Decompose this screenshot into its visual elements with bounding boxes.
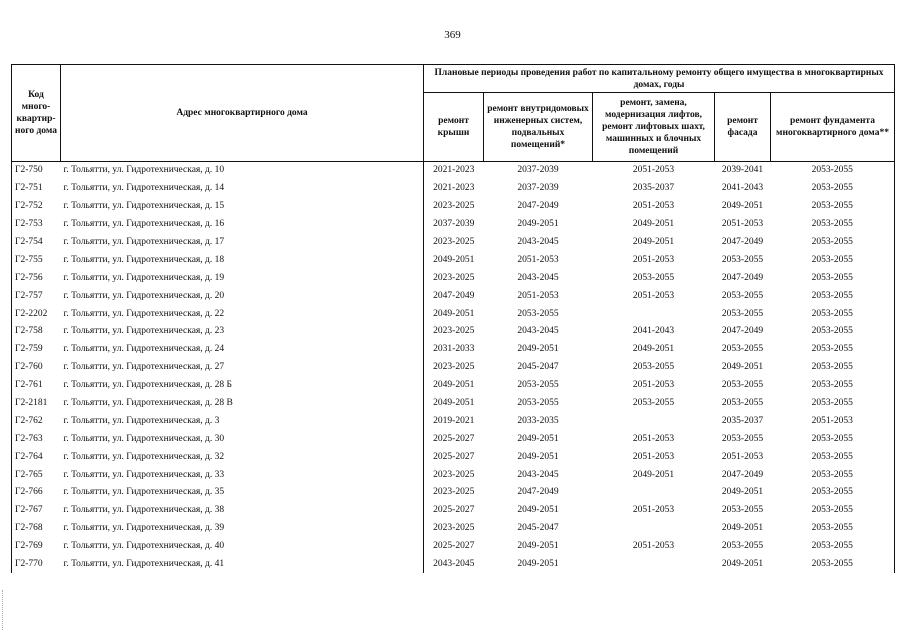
cell-facade: 2053-2055 (721, 380, 764, 391)
cell-address: г. Тольятти, ул. Гидротехническая, д. 10 (61, 162, 424, 180)
cell-facade: 2049-2051 (721, 523, 764, 534)
cell-elevators: 2051-2053 (632, 380, 675, 391)
cell-facade: 2051-2053 (721, 219, 764, 230)
cell-code: Г2-756 (12, 269, 61, 287)
cell-roof: 2049-2051 (424, 305, 484, 323)
cell-code: Г2-762 (12, 412, 61, 430)
cell-elevators: 2051-2053 (632, 451, 675, 462)
table-row (12, 216, 895, 234)
cell-foundation: 2053-2055 (771, 484, 895, 502)
margin-mark (2, 590, 9, 630)
cell-code: Г2-768 (12, 520, 61, 538)
cell-elevators: 2051-2053 (632, 165, 675, 176)
cell-elevators (593, 556, 715, 574)
header-roof: ремонт крыши (424, 93, 484, 162)
cell-address: г. Тольятти, ул. Гидротехническая, д. 20 (61, 287, 424, 305)
cell-engineering: 2053-2055 (517, 380, 559, 391)
table-row (12, 341, 895, 359)
table-row (12, 251, 895, 269)
table-row (12, 287, 895, 305)
cell-facade: 2053-2055 (721, 541, 764, 552)
cell-code: Г2-766 (12, 484, 61, 502)
cell-roof: 2023-2025 (424, 359, 484, 377)
cell-address: г. Тольятти, ул. Гидротехническая, д. 19 (61, 269, 424, 287)
table-row (12, 412, 895, 430)
cell-code: Г2-769 (12, 538, 61, 556)
cell-address: г. Тольятти, ул. Гидротехническая, д. 27 (61, 359, 424, 377)
cell-foundation: 2053-2055 (771, 287, 895, 305)
cell-code: Г2-761 (12, 377, 61, 395)
header-address: Адрес многоквартирного дома (61, 65, 424, 162)
cell-address: г. Тольятти, ул. Гидротехническая, д. 28 Б (61, 377, 424, 395)
cell-facade: 2053-2055 (721, 308, 764, 319)
cell-code: Г2-767 (12, 502, 61, 520)
cell-address: г. Тольятти, ул. Гидротехническая, д. 39 (61, 520, 424, 538)
cell-roof: 2043-2045 (424, 556, 484, 574)
cell-roof: 2023-2025 (424, 234, 484, 252)
cell-address: г. Тольятти, ул. Гидротехническая, д. 17 (61, 234, 424, 252)
cell-facade: 2047-2049 (721, 272, 764, 283)
cell-foundation: 2053-2055 (771, 538, 895, 556)
cell-elevators (593, 520, 715, 538)
cell-foundation: 2053-2055 (771, 359, 895, 377)
repair-schedule-table (11, 64, 895, 573)
cell-engineering: 2043-2045 (517, 469, 559, 480)
header-facade: ремонт фасада (715, 93, 771, 162)
cell-address: г. Тольятти, ул. Гидротехническая, д. 38 (61, 502, 424, 520)
cell-roof: 2023-2025 (424, 198, 484, 216)
cell-code: Г2-750 (12, 162, 61, 180)
cell-facade: 2053-2055 (721, 290, 764, 301)
cell-code: Г2-752 (12, 198, 61, 216)
cell-facade: 2053-2055 (721, 433, 764, 444)
cell-engineering: 2045-2047 (517, 523, 559, 534)
cell-code: Г2-764 (12, 448, 61, 466)
cell-engineering: 2049-2051 (517, 541, 559, 552)
cell-facade: 2041-2043 (721, 183, 764, 194)
cell-facade: 2047-2049 (721, 469, 764, 480)
table-row (12, 484, 895, 502)
table-row (12, 395, 895, 413)
cell-foundation: 2053-2055 (771, 305, 895, 323)
cell-address: г. Тольятти, ул. Гидротехническая, д. 14 (61, 180, 424, 198)
cell-code: Г2-751 (12, 180, 61, 198)
table-row (12, 466, 895, 484)
cell-address: г. Тольятти, ул. Гидротехническая, д. 30 (61, 430, 424, 448)
cell-roof: 2025-2027 (424, 430, 484, 448)
cell-facade: 2049-2051 (721, 201, 764, 212)
table-row (12, 234, 895, 252)
cell-foundation: 2053-2055 (771, 198, 895, 216)
cell-elevators: 2049-2051 (632, 219, 675, 230)
cell-roof: 2023-2025 (424, 466, 484, 484)
cell-elevators (593, 412, 715, 430)
cell-roof: 2025-2027 (424, 502, 484, 520)
cell-foundation: 2053-2055 (771, 430, 895, 448)
cell-code: Г2-765 (12, 466, 61, 484)
cell-foundation: 2053-2055 (771, 377, 895, 395)
cell-foundation: 2053-2055 (771, 323, 895, 341)
cell-engineering: 2049-2051 (517, 433, 559, 444)
cell-address: г. Тольятти, ул. Гидротехническая, д. 23 (61, 323, 424, 341)
table-row (12, 180, 895, 198)
cell-address: г. Тольятти, ул. Гидротехническая, д. 40 (61, 538, 424, 556)
cell-foundation: 2053-2055 (771, 448, 895, 466)
cell-address: г. Тольятти, ул. Гидротехническая, д. 15 (61, 198, 424, 216)
cell-foundation: 2053-2055 (771, 216, 895, 234)
cell-engineering: 2049-2051 (517, 559, 559, 570)
cell-code: Г2-753 (12, 216, 61, 234)
cell-roof: 2049-2051 (424, 377, 484, 395)
cell-engineering: 2053-2055 (517, 398, 559, 409)
cell-engineering: 2047-2049 (517, 201, 559, 212)
cell-roof: 2049-2051 (424, 251, 484, 269)
cell-facade: 2047-2049 (721, 237, 764, 247)
cell-engineering: 2049-2051 (517, 505, 559, 516)
cell-address: г. Тольятти, ул. Гидротехническая, д. 28 В (61, 395, 424, 413)
cell-address: г. Тольятти, ул. Гидротехническая, д. 33 (61, 466, 424, 484)
table-row (12, 448, 895, 466)
cell-engineering: 2037-2039 (517, 183, 559, 194)
cell-elevators: 2049-2051 (632, 344, 675, 355)
cell-facade: 2051-2053 (721, 451, 764, 462)
cell-elevators: 2051-2053 (632, 541, 675, 552)
cell-foundation: 2053-2055 (771, 466, 895, 484)
cell-elevators: 2049-2051 (632, 237, 675, 247)
cell-code: Г2-763 (12, 430, 61, 448)
cell-roof: 2023-2025 (424, 269, 484, 287)
cell-facade: 2053-2055 (721, 344, 764, 355)
cell-foundation: 2053-2055 (771, 269, 895, 287)
cell-address: г. Тольятти, ул. Гидротехническая, д. 16 (61, 216, 424, 234)
cell-roof: 2047-2049 (424, 287, 484, 305)
cell-elevators: 2051-2053 (632, 433, 675, 444)
header-engineering: ремонт внутридомовых инженерных систем, подвальных помещений* (484, 93, 593, 162)
cell-code: Г2-755 (12, 251, 61, 269)
cell-facade: 2049-2051 (721, 487, 764, 498)
table-row (12, 502, 895, 520)
cell-elevators: 2053-2055 (632, 362, 675, 373)
cell-code: Г2-2202 (12, 305, 61, 323)
table-row (12, 430, 895, 448)
cell-facade: 2053-2055 (721, 398, 764, 409)
page-number: 369 (444, 29, 461, 41)
cell-roof: 2021-2023 (424, 180, 484, 198)
table-row (12, 520, 895, 538)
cell-elevators: 2035-2037 (632, 183, 675, 194)
cell-engineering: 2049-2051 (517, 219, 559, 230)
table-row (12, 538, 895, 556)
header-elevators: ремонт, замена, модернизация лифтов, ремонт лифтовых шахт, машинных и блочных помещений (593, 93, 715, 162)
table-body (12, 162, 895, 574)
cell-code: Г2-758 (12, 323, 61, 341)
cell-elevators (593, 305, 715, 323)
cell-code: Г2-754 (12, 234, 61, 252)
cell-engineering: 2045-2047 (517, 362, 559, 373)
table-row (12, 305, 895, 323)
cell-engineering: 2049-2051 (517, 451, 559, 462)
cell-roof: 2049-2051 (424, 395, 484, 413)
table-row (12, 162, 895, 180)
cell-facade: 2053-2055 (721, 254, 764, 265)
cell-engineering: 2051-2053 (517, 290, 559, 301)
cell-foundation: 2053-2055 (771, 556, 895, 574)
table-row (12, 556, 895, 574)
cell-elevators: 2051-2053 (632, 254, 675, 265)
cell-engineering: 2053-2055 (517, 308, 559, 319)
cell-address: г. Тольятти, ул. Гидротехническая, д. 32 (61, 448, 424, 466)
table-row (12, 269, 895, 287)
cell-address: г. Тольятти, ул. Гидротехническая, д. 18 (61, 251, 424, 269)
cell-engineering: 2043-2045 (517, 272, 559, 283)
cell-facade: 2049-2051 (721, 362, 764, 373)
table-row (12, 359, 895, 377)
cell-foundation: 2053-2055 (771, 234, 895, 252)
cell-elevators (593, 484, 715, 502)
cell-elevators: 2041-2043 (632, 326, 675, 337)
cell-facade: 2049-2051 (721, 559, 764, 570)
cell-elevators: 2049-2051 (632, 469, 675, 480)
cell-address: г. Тольятти, ул. Гидротехническая, д. 3 (61, 412, 424, 430)
cell-facade: 2047-2049 (721, 326, 764, 337)
cell-roof: 2025-2027 (424, 448, 484, 466)
cell-code: Г2-760 (12, 359, 61, 377)
cell-engineering: 2049-2051 (517, 344, 559, 355)
cell-foundation: 2053-2055 (771, 251, 895, 269)
header-code: Код много-квартир-ного дома (12, 65, 61, 162)
cell-code: Г2-759 (12, 341, 61, 359)
cell-address: г. Тольятти, ул. Гидротехническая, д. 22 (61, 305, 424, 323)
cell-foundation: 2053-2055 (771, 502, 895, 520)
cell-facade: 2039-2041 (721, 165, 764, 176)
cell-foundation: 2053-2055 (771, 520, 895, 538)
cell-engineering: 2037-2039 (517, 165, 559, 176)
cell-elevators: 2053-2055 (632, 398, 675, 409)
cell-engineering: 2051-2053 (517, 254, 559, 265)
cell-elevators: 2051-2053 (632, 201, 675, 212)
cell-roof: 2023-2025 (424, 323, 484, 341)
cell-roof: 2019-2021 (424, 412, 484, 430)
cell-roof: 2023-2025 (424, 484, 484, 502)
cell-facade: 2035-2037 (721, 415, 764, 426)
table-row (12, 323, 895, 341)
cell-foundation: 2053-2055 (771, 162, 895, 180)
cell-address: г. Тольятти, ул. Гидротехническая, д. 35 (61, 484, 424, 502)
cell-code: Г2-757 (12, 287, 61, 305)
cell-engineering: 2043-2045 (517, 326, 559, 337)
cell-roof: 2031-2033 (424, 341, 484, 359)
cell-roof: 2023-2025 (424, 520, 484, 538)
cell-facade: 2053-2055 (721, 505, 764, 516)
header-group: Плановые периоды проведения работ по капитальному ремонту общего имущества в многоквартирных домах, годы (424, 65, 895, 93)
cell-code: Г2-770 (12, 556, 61, 574)
cell-roof: 2025-2027 (424, 538, 484, 556)
cell-foundation: 2053-2055 (771, 341, 895, 359)
table-row (12, 377, 895, 395)
cell-roof: 2021-2023 (424, 162, 484, 180)
cell-elevators: 2051-2053 (632, 505, 675, 516)
cell-elevators: 2051-2053 (632, 290, 675, 301)
cell-foundation: 2053-2055 (771, 180, 895, 198)
cell-foundation: 2051-2053 (771, 412, 895, 430)
cell-roof: 2037-2039 (424, 216, 484, 234)
cell-address: г. Тольятти, ул. Гидротехническая, д. 41 (61, 556, 424, 574)
cell-foundation: 2053-2055 (771, 395, 895, 413)
cell-engineering: 2047-2049 (517, 487, 559, 498)
cell-code: Г2-2181 (12, 395, 61, 413)
cell-elevators: 2053-2055 (632, 272, 675, 283)
cell-address: г. Тольятти, ул. Гидротехническая, д. 24 (61, 341, 424, 359)
cell-engineering: 2043-2045 (517, 237, 559, 247)
header-foundation: ремонт фундамента многоквартирного дома** (771, 93, 895, 162)
cell-engineering: 2033-2035 (517, 415, 559, 426)
table-row (12, 198, 895, 216)
